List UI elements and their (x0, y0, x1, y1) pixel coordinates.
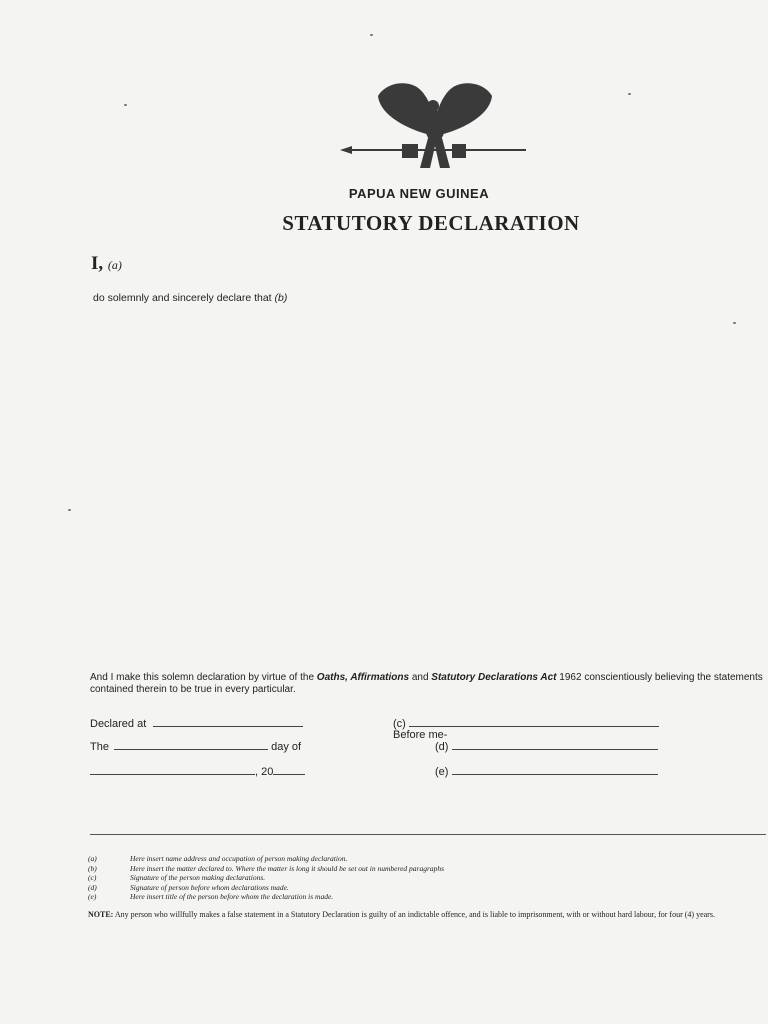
scan-speck (733, 322, 736, 324)
footnote-d: (d) Signature of person before whom declarations made. (88, 882, 289, 892)
legal-note (88, 910, 764, 920)
month-field[interactable] (90, 764, 255, 775)
country-name: PAPUA NEW GUINEA (348, 186, 490, 201)
footnotes (88, 854, 444, 902)
statement-act2: Statutory Declarations Act (431, 672, 557, 683)
e-mark: (e) (435, 766, 449, 778)
scan-speck (628, 93, 631, 95)
declare-text: do solemnly and sincerely declare that (93, 292, 272, 304)
day-field[interactable] (114, 739, 268, 750)
signature-d-field[interactable] (452, 739, 658, 750)
d-mark: (d) (435, 741, 449, 753)
scan-speck (124, 104, 127, 106)
the-label: The (90, 741, 109, 753)
year-prefix: , 20 (255, 766, 274, 778)
scan-speck (68, 509, 71, 511)
statement-part2: and (411, 672, 429, 683)
bird-of-paradise-emblem-icon (340, 76, 530, 176)
note-text: Any person who willfully makes a false statement in a Statutory Declaration is guilty of an indictable offence, and is liable to imprisonment, with or without hard labour, for four (4) years. (114, 910, 715, 919)
declarant-mark: (a) (107, 258, 122, 272)
declare-line (93, 292, 287, 304)
day-of-label: day of (271, 741, 302, 753)
declared-at-row (90, 716, 303, 730)
year-field[interactable] (273, 764, 305, 775)
c-mark: (c) (393, 718, 406, 730)
note-label: NOTE: (88, 910, 114, 919)
footnote-a: (a) Here insert name address and occupation of person making declaration. (88, 854, 348, 863)
declarant-line (91, 253, 122, 275)
statement-part3: conscientiously believing the statements contained therein to be true in every particular. (90, 672, 763, 695)
before-me-label: Before me- (393, 729, 448, 741)
declarant-pronoun: I, (91, 253, 104, 274)
statement-paragraph (90, 672, 766, 696)
declared-at-field[interactable] (153, 716, 303, 727)
statement-act1: Oaths, Affirmations (316, 672, 410, 683)
declare-mark: (b) (274, 292, 288, 304)
scan-speck (370, 34, 373, 36)
statement-year: 1962 (559, 672, 582, 683)
footnote-e: (e) Here insert title of the person before whom the declaration is made. (88, 892, 334, 901)
signature-c-field[interactable] (409, 716, 659, 727)
title-e-field[interactable] (452, 764, 658, 775)
signature-c-row (393, 716, 659, 730)
page-title: STATUTORY DECLARATION (282, 211, 580, 235)
month-year-row (90, 764, 305, 778)
footnote-b: (b) Here insert the matter declared to. Where the matter is long it should be set out in numbered paragraphs (88, 863, 445, 873)
statement-part1: And I make this solemn declaration by virtue of the (90, 672, 315, 683)
signature-d-row (435, 739, 658, 753)
title-e-row (435, 764, 658, 778)
declared-at-label: Declared at (90, 718, 147, 730)
footnote-c: (c) Signature of the person making declarations. (88, 873, 266, 882)
day-row (90, 739, 301, 753)
divider (90, 834, 766, 835)
